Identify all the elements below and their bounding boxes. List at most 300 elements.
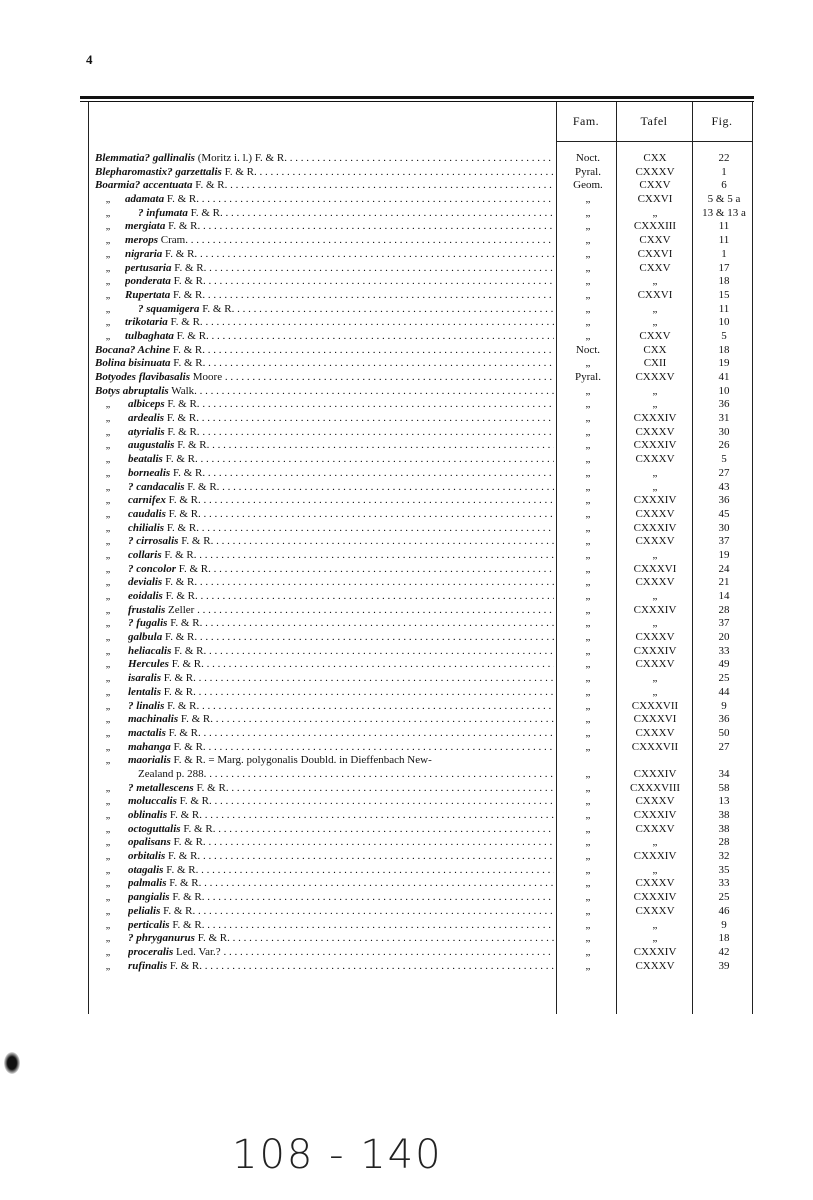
species-name [128,782,554,796]
table-row [0,919,813,933]
species-name-italic: ? cirrosalis [128,535,179,548]
species-author: F. & R. [170,288,206,301]
species-name-italic: atyrialis [128,425,165,438]
tafel-cell: CXXXV [635,535,675,548]
species-name [128,522,554,536]
fig-cell: 27 [718,740,730,753]
species-name [128,809,554,823]
species-author: F. & R. [161,672,196,685]
species-name [128,836,554,850]
tafel-cell: CXXXVIII [629,781,681,794]
fig-cell: 25 [718,672,730,685]
fig-cell: 13 & 13 a [702,206,746,219]
species-author: F. & R. [164,521,199,534]
fig-cell: 9 [721,918,727,931]
family-cell: „ [585,288,591,301]
species-author: F. & R. [164,412,199,425]
family-cell: Geom. [573,179,603,192]
tafel-cell: CXXV [639,234,671,247]
table-row [0,220,813,234]
table-row [0,645,813,659]
species-author: F. & R. [160,904,196,917]
species-name [128,658,554,672]
species-author: F. & R. [193,781,229,794]
species-author: F. & R. [170,740,206,753]
species-name [128,631,554,645]
fig-cell: 11 [718,302,730,315]
tafel-cell: CXXXIV [633,439,677,452]
fig-cell: 33 [718,877,730,890]
species-author: Cram. [158,234,188,247]
species-name [128,741,554,755]
species-name-italic: proceralis [128,945,174,958]
family-cell: „ [585,439,591,452]
fig-cell: 50 [718,726,730,739]
ditto-mark: „ [105,330,111,342]
tafel-cell: „ [652,685,658,698]
tafel-cell: CXXV [639,261,671,274]
ditto-mark: „ [105,796,111,808]
table-row [0,344,813,358]
tafel-cell: CXXVI [637,193,673,206]
table-row [0,741,813,755]
family-cell: „ [585,412,591,425]
table-row [0,617,813,631]
species-name-italic: Botys abruptalis [95,384,169,397]
species-author: F. & R. [176,795,212,808]
tafel-cell: CXXXV [635,631,675,644]
table-row [0,809,813,823]
fig-cell: 38 [718,809,730,821]
ditto-mark: „ [105,454,111,466]
table-row [0,672,813,686]
ditto-mark: „ [105,303,111,315]
species-name-italic: Rupertata [125,288,171,301]
family-cell: „ [585,247,591,260]
species-name-italic: Botyodes flavibasalis [95,371,191,383]
species-name [95,152,554,166]
ditto-mark: „ [105,317,111,329]
ditto-mark: „ [105,536,111,548]
species-name [128,905,554,919]
header-rule [556,141,753,142]
species-name-italic: trikotaria [125,316,168,329]
species-name [95,385,554,399]
species-name-italic: Boarmia? accentuata [95,179,193,192]
tafel-cell: CXXXIV [633,767,677,780]
tafel-cell: „ [652,932,658,945]
species-name [128,960,554,974]
fig-cell: 5 [721,453,727,466]
tafel-cell: CXX [643,152,667,164]
family-cell: „ [585,261,591,274]
table-row [0,960,813,974]
table-row [0,234,813,248]
ditto-mark: „ [105,618,111,630]
table-row [0,398,813,412]
tafel-cell: CXXXIV [633,603,677,616]
species-author: F. & R. [161,548,197,561]
table-row [0,426,813,440]
index-table [0,152,813,973]
ditto-mark: „ [105,467,111,479]
species-name-italic: adamata [125,193,165,206]
ditto-mark: „ [105,262,111,274]
species-name-italic: moluccalis [128,795,177,808]
table-row [0,303,813,317]
family-cell: „ [585,494,591,507]
family-cell: Noct. [575,343,601,356]
tafel-cell: „ [652,316,658,329]
table-row [0,576,813,590]
ditto-mark: „ [105,741,111,753]
table-row [0,453,813,467]
species-name [128,823,554,837]
family-cell: „ [585,480,591,493]
ditto-mark: „ [105,960,111,972]
species-name [128,576,554,590]
family-cell: „ [585,548,591,561]
tafel-cell: CXXXV [635,959,675,972]
species-name [128,604,554,618]
tafel-cell: „ [652,466,658,479]
ditto-mark: „ [105,933,111,945]
fig-cell: 25 [718,891,730,904]
ditto-mark: „ [105,645,111,657]
species-name [128,850,554,864]
ditto-mark: „ [105,837,111,849]
table-row [0,590,813,604]
species-name-italic: devialis [128,576,163,589]
tafel-cell: „ [652,590,658,602]
tafel-cell: CXXXIII [633,220,677,233]
tafel-cell: „ [652,206,658,219]
fig-cell: 17 [718,261,730,274]
family-cell: „ [585,932,591,945]
tafel-cell: CXXXIV [633,494,677,507]
fig-cell: 14 [718,590,730,602]
species-author: F. & R. [194,932,230,945]
tafel-cell: CXXXIV [633,521,677,534]
tafel-cell: CXXXV [635,795,675,808]
ink-blot [4,1052,20,1074]
ditto-mark: „ [105,194,111,206]
ditto-mark: „ [105,878,111,890]
fig-cell: 45 [718,507,730,520]
species-name [125,289,554,303]
species-name-italic: pangialis [128,891,170,904]
fig-cell: 15 [718,288,730,301]
species-author: F. & R. [162,453,198,466]
family-cell: „ [585,891,591,904]
fig-cell: 11 [718,234,730,247]
table-row [0,658,813,672]
species-name [128,617,554,631]
ditto-mark: „ [105,563,111,575]
tafel-cell: CXXV [639,179,671,192]
species-name-italic: albiceps [128,398,165,411]
tafel-cell: CXXXV [635,425,675,438]
species-author: F. & R. [174,439,210,452]
table-row [0,289,813,303]
species-name-italic: ? phryganurus [128,932,195,945]
tafel-cell: CXXXV [635,165,675,178]
species-name-italic: collaris [128,548,162,561]
species-name-italic: bornealis [128,466,171,479]
species-name [128,672,554,686]
species-name-italic: orbitalis [128,850,166,863]
tafel-cell: CXXXIV [633,891,677,904]
table-row [0,522,813,536]
ditto-mark: „ [105,440,111,452]
species-author: F. & R. [166,877,202,890]
species-name [128,508,554,522]
table-row [0,439,813,453]
species-name [128,563,554,577]
table-row [0,905,813,919]
family-cell: „ [585,453,591,466]
species-name-italic: octoguttalis [128,822,181,835]
species-name-italic: frustalis [128,603,166,616]
species-name [128,713,554,727]
top-rule-thin [80,101,754,102]
fig-cell: 9 [721,699,727,712]
species-name-italic: ? squamigera [138,302,200,315]
species-name [128,398,554,412]
family-cell: „ [585,562,591,575]
ditto-mark: „ [105,659,111,671]
tafel-cell: CXXXIV [633,945,677,958]
species-author: Zealand p. 288. [138,767,207,780]
species-name [128,481,554,495]
species-author: F. & R. [162,247,198,260]
species-author: Moore [190,371,223,383]
fig-cell: 39 [718,959,730,972]
fig-cell: 10 [718,316,730,329]
table-row [0,357,813,371]
species-name [128,645,554,659]
species-author: Zeller [165,603,195,616]
family-cell: „ [585,535,591,548]
ditto-mark: „ [105,481,111,493]
page-number: 4 [86,52,93,67]
ditto-mark: „ [105,810,111,821]
fig-cell: 44 [718,685,730,698]
species-name [128,891,554,905]
species-name-italic: oblinalis [128,809,168,821]
species-author: F. & R. = Marg. polygonalis Doubld. in Dieffenbach New- [170,754,432,767]
fig-cell: 30 [718,425,730,438]
fig-cell: 5 & 5 a [707,193,741,206]
table-row [0,850,813,864]
table-row [0,727,813,741]
fig-cell: 22 [718,152,730,164]
ditto-mark: „ [105,755,111,767]
table-row [0,262,813,276]
ditto-mark: „ [105,823,111,835]
table-row [0,700,813,714]
ditto-mark: „ [105,892,111,904]
family-cell: Pyral. [575,371,601,383]
table-row [0,549,813,563]
tafel-cell: CXXXIV [633,809,677,821]
ditto-mark: „ [105,714,111,726]
table-row [0,946,813,960]
fig-cell: 24 [718,562,730,575]
family-cell: Pyral. [575,165,601,178]
fig-cell: 31 [718,412,730,425]
tafel-cell: CXXXV [635,576,675,589]
handwritten-note: 108 - 140 [232,1132,443,1178]
species-name [128,932,554,946]
table-row [0,932,813,946]
ditto-mark: „ [105,549,111,561]
species-name-italic: ? infumata [138,206,188,219]
tafel-cell: CXXXVII [631,699,679,712]
species-author: F. & R. [199,302,235,315]
family-cell: „ [585,357,591,370]
family-cell: „ [585,822,591,835]
ditto-mark: „ [105,522,111,534]
ditto-mark: „ [105,851,111,863]
tafel-cell: CXXVI [637,288,673,301]
ditto-mark: „ [105,864,111,876]
family-cell: „ [585,767,591,780]
fig-cell: 18 [718,343,730,356]
species-author: F. & R. [164,398,200,411]
ditto-mark: „ [105,235,111,247]
table-row [0,330,813,344]
table-row [0,207,813,221]
species-name [128,453,554,467]
family-cell: „ [585,918,591,931]
fig-cell: 32 [718,850,730,863]
species-name [128,700,554,714]
species-author: F. & R. [169,891,205,904]
species-name-italic: ? metallescens [128,781,194,794]
ditto-mark: „ [105,495,111,507]
species-name [128,439,554,453]
table-row [0,179,813,193]
tafel-cell: „ [652,384,658,397]
fig-cell: 13 [718,795,730,808]
species-author: F. & R. [165,220,201,233]
table-row [0,152,813,166]
species-author: F. & R. [167,959,203,972]
species-author: F. & R. [171,644,207,657]
species-name [125,262,554,276]
family-cell: „ [585,781,591,794]
species-author: F. & R. [165,507,201,520]
column-header-fig: Fig. [711,114,733,128]
species-name [125,220,554,234]
species-name [138,207,554,221]
table-row [0,631,813,645]
species-name [128,754,554,768]
species-name-italic: otagalis [128,863,164,876]
table-row [0,686,813,700]
top-rule [80,96,754,99]
species-name-italic: machinalis [128,713,179,726]
species-name [125,234,554,248]
table-row [0,467,813,481]
species-name-italic: caudalis [128,507,166,520]
species-name [128,467,554,481]
species-author: F. & R. [221,165,257,178]
species-name-italic: ? fugalis [128,617,168,630]
species-name-italic: pelialis [128,904,161,917]
species-author: F. & R. [164,425,200,438]
family-cell: „ [585,904,591,917]
species-name-italic: isaralis [128,672,162,685]
species-author: F. & R. [164,193,200,206]
table-row [0,248,813,262]
fig-cell: 20 [718,631,730,644]
fig-cell: 30 [718,521,730,534]
family-cell: „ [585,302,591,315]
fig-cell: 5 [721,329,727,342]
species-author: F. & R. [170,357,206,370]
species-name-italic: maorialis [128,754,171,767]
species-author: F. & R. [187,206,223,219]
species-author: F. & R. [168,658,204,671]
table-row [0,481,813,495]
species-name [125,248,554,262]
species-author: F. & R. [170,836,206,849]
species-name-italic: nigraria [125,247,163,260]
species-name-italic: ? candacalis [128,480,185,493]
ditto-mark: „ [105,946,111,958]
species-name [95,166,554,180]
family-cell: „ [585,193,591,206]
table-row [0,604,813,618]
table-row [0,412,813,426]
tafel-cell: „ [652,480,658,493]
ditto-mark: „ [105,673,111,685]
table-row [0,508,813,522]
ditto-mark: „ [105,905,111,917]
ditto-mark: „ [105,919,111,931]
species-name-italic: eoidalis [128,590,163,602]
family-cell: „ [585,836,591,849]
tafel-cell: CXX [643,343,667,356]
fig-cell: 37 [718,617,730,630]
species-author: F. & R. [178,535,214,548]
species-name [128,494,554,508]
fig-cell: 28 [718,603,730,616]
species-name-italic: ardealis [128,412,165,425]
fig-cell: 10 [718,384,730,397]
species-author: F. & R. [162,576,198,589]
family-cell: „ [585,945,591,958]
species-author: F. & R. [180,822,216,835]
species-author: F. & R. [170,343,205,356]
fig-cell: 36 [718,494,730,507]
family-cell: „ [585,220,591,233]
fig-cell: 27 [718,466,730,479]
species-author: Led. Var.? [173,945,221,958]
family-cell: „ [585,644,591,657]
fig-cell: 46 [718,904,730,917]
tafel-cell: CXXXVII [631,740,679,753]
ditto-mark: „ [105,248,111,260]
fig-cell: 21 [718,576,730,589]
column-header-tafel: Tafel [640,114,668,128]
species-name [125,330,554,344]
ditto-mark: „ [105,604,111,616]
ditto-mark: „ [105,577,111,589]
species-name-italic: mactalis [128,726,166,739]
